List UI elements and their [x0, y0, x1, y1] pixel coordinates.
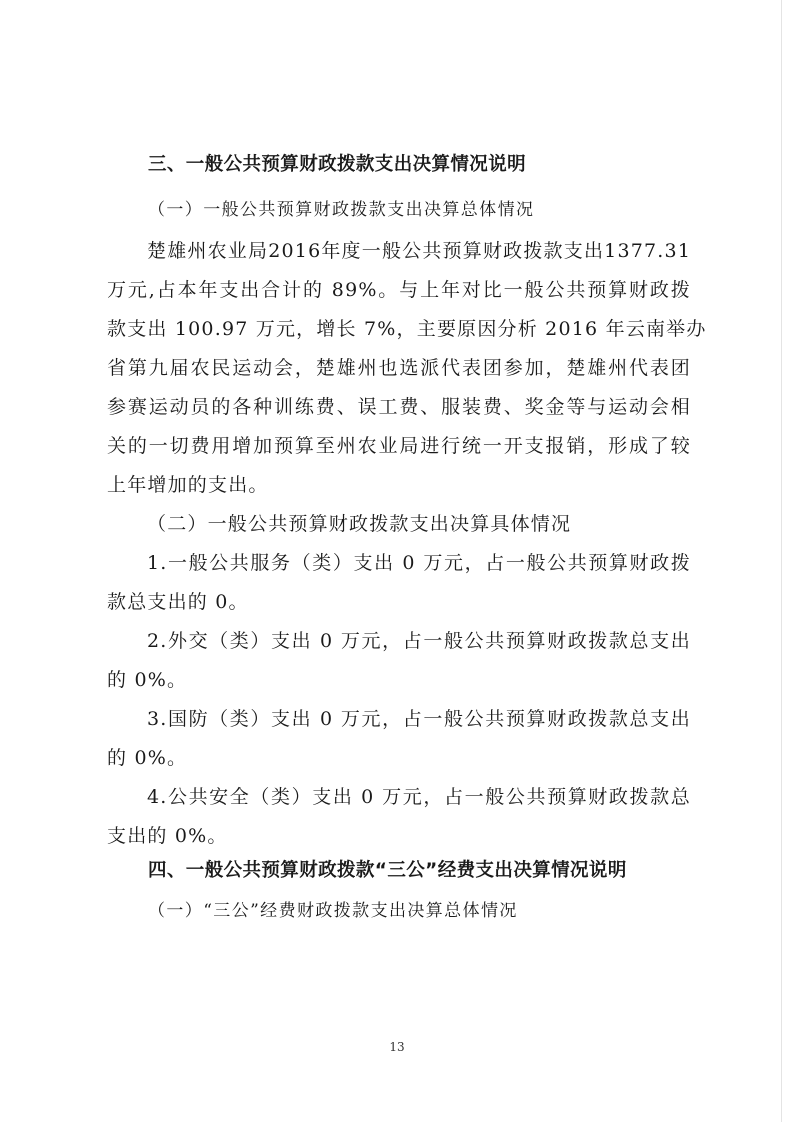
paragraph-1-line-2: 万元,占本年支出合计的 89%。与上年对比一般公共预算财政拨 [107, 279, 691, 301]
item-4-line-1: 4.公共安全（类）支出 0 万元，占一般公共预算财政拨款总 [147, 786, 691, 808]
item-1-line-2: 款总支出的 0。 [107, 591, 249, 613]
paragraph-1-line-1: 楚雄州农业局2016年度一般公共预算财政拨款支出1377.31 [147, 240, 692, 262]
page-number: 13 [389, 1040, 405, 1054]
item-2-line-2: 的 0%。 [107, 669, 188, 691]
item-3-line-1: 3.国防（类）支出 0 万元，占一般公共预算财政拨款总支出 [147, 708, 691, 730]
item-1-line-1: 1.一般公共服务（类）支出 0 万元，占一般公共预算财政拨 [147, 552, 691, 574]
paragraph-1-line-5: 参赛运动员的各种训练费、误工费、服装费、奖金等与运动会相 [107, 396, 691, 418]
paragraph-1-line-6: 关的一切费用增加预算至州农业局进行统一开支报销，形成了较 [107, 435, 691, 457]
paragraph-1-line-7: 上年增加的支出。 [107, 474, 269, 496]
section-3-subheading-1: （一）一般公共预算财政拨款支出决算总体情况 [148, 200, 535, 220]
paragraph-1-line-3: 款支出 100.97 万元，增长 7%，主要原因分析 2016 年云南举办 [107, 318, 707, 340]
section-4-heading: 四、一般公共预算财政拨款“三公”经费支出决算情况说明 [148, 860, 627, 881]
section-4-subheading-1: （一）“三公”经费财政拨款支出决算总体情况 [148, 901, 518, 921]
item-4-line-2: 支出的 0%。 [107, 825, 228, 847]
item-2-line-1: 2.外交（类）支出 0 万元，占一般公共预算财政拨款总支出 [147, 630, 691, 652]
section-3-subheading-2: （二）一般公共预算财政拨款支出决算具体情况 [147, 513, 572, 535]
section-3-heading: 三、一般公共预算财政拨款支出决算情况说明 [148, 154, 527, 175]
item-3-line-2: 的 0%。 [107, 747, 188, 769]
paragraph-1-line-4: 省第九届农民运动会，楚雄州也选派代表团参加，楚雄州代表团 [107, 357, 691, 379]
